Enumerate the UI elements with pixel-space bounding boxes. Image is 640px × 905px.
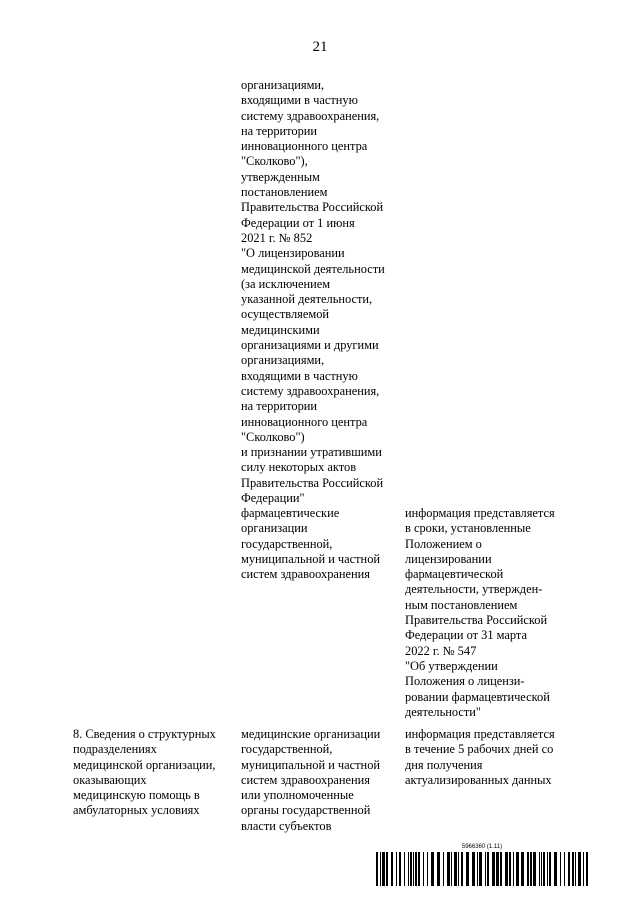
text-line: (за исключением bbox=[241, 276, 331, 291]
text-line: фармацевтические bbox=[241, 506, 340, 520]
text-line: медицинские организации bbox=[241, 727, 381, 741]
text-line: систему здравоохранения, bbox=[241, 108, 380, 123]
text-line: власти субъектов bbox=[241, 818, 332, 833]
text-line: ровании фармацевтической bbox=[405, 689, 550, 704]
text-line: "О лицензировании bbox=[241, 246, 345, 261]
text-line: информация представляется bbox=[405, 506, 555, 520]
text-line: "Об утверждении bbox=[405, 658, 498, 673]
text-line: входящими в частную bbox=[241, 93, 358, 108]
text-line: фармацевтической bbox=[405, 567, 504, 582]
text-line: организации bbox=[241, 521, 308, 536]
text-line: инновационного центра bbox=[241, 139, 368, 154]
text-line: медицинской деятельности bbox=[241, 261, 385, 276]
text-line: Федерации" bbox=[241, 491, 305, 506]
barcode-icon bbox=[376, 852, 588, 886]
text-line: органы государственной bbox=[241, 803, 371, 818]
text-line: деятельности, утвержден- bbox=[405, 582, 543, 597]
text-line: указанной деятельности, bbox=[241, 292, 373, 307]
row-8-column-2 bbox=[241, 727, 380, 834]
text-line: или уполномоченные bbox=[241, 788, 354, 803]
pharma-column-3 bbox=[405, 506, 555, 720]
text-line: Положением о bbox=[405, 536, 482, 551]
text-line: Правительства Российской bbox=[241, 200, 384, 215]
text-line: входящими в частную bbox=[241, 368, 358, 383]
text-line: Правительства Российской bbox=[405, 613, 548, 628]
text-line: Правительства Российской bbox=[241, 475, 384, 490]
text-line: на территории bbox=[241, 399, 318, 414]
text-line: медицинскую помощь в bbox=[73, 788, 200, 803]
text-line: 2022 г. № 547 bbox=[405, 643, 477, 658]
pharma-column-2 bbox=[241, 506, 380, 582]
text-line: утвержденным bbox=[241, 169, 320, 184]
text-line: систему здравоохранения, bbox=[241, 383, 380, 398]
text-line: организациями, bbox=[241, 353, 325, 368]
text-line: силу некоторых актов bbox=[241, 460, 357, 475]
text-line: медицинской организации, bbox=[73, 757, 216, 772]
text-line: осуществляемой bbox=[241, 307, 330, 322]
text-line: 2021 г. № 852 bbox=[241, 230, 313, 245]
text-line: муниципальной и частной bbox=[241, 551, 381, 566]
text-line: систем здравоохранения bbox=[241, 772, 370, 787]
text-line: постановлением bbox=[241, 185, 328, 200]
text-line: "Сколково"), bbox=[241, 154, 308, 169]
text-line: Федерации от 1 июня bbox=[241, 215, 355, 230]
text-line: в течение 5 рабочих дней со bbox=[405, 742, 554, 757]
text-line: информация представляется bbox=[405, 727, 555, 741]
text-line: государственной, bbox=[241, 536, 333, 551]
text-line: дня получения bbox=[405, 757, 483, 772]
text-line: 8. Сведения о структурных bbox=[73, 727, 216, 741]
text-line: муниципальной и частной bbox=[241, 757, 381, 772]
text-line: актуализированных данных bbox=[405, 772, 552, 787]
text-line: оказывающих bbox=[73, 772, 147, 787]
text-line: "Сколково") bbox=[241, 429, 305, 444]
text-line: подразделениях bbox=[73, 742, 157, 757]
text-line: организациями, bbox=[241, 78, 325, 92]
text-line: лицензировании bbox=[405, 551, 492, 566]
text-line: в сроки, установленные bbox=[405, 521, 531, 536]
text-line: систем здравоохранения bbox=[241, 567, 370, 582]
text-line: Положения о лицензи- bbox=[405, 674, 525, 689]
document-barcode bbox=[376, 843, 588, 887]
text-line: амбулаторных условиях bbox=[73, 803, 200, 818]
row-8-column-3 bbox=[405, 727, 555, 788]
text-line: Федерации от 31 марта bbox=[405, 628, 528, 643]
barcode-caption: 5966360 (1.11) bbox=[461, 844, 503, 850]
text-line: деятельности" bbox=[405, 704, 481, 719]
text-line: на территории bbox=[241, 123, 318, 138]
text-line: государственной, bbox=[241, 742, 333, 757]
continuation-column-2 bbox=[241, 78, 385, 506]
page-number: 21 bbox=[312, 39, 328, 55]
text-line: медицинскими bbox=[241, 322, 320, 337]
text-line: организациями и другими bbox=[241, 338, 379, 353]
text-line: инновационного центра bbox=[241, 414, 368, 429]
text-line: и признании утратившими bbox=[241, 445, 382, 460]
text-line: ным постановлением bbox=[405, 597, 518, 612]
row-8-column-1 bbox=[73, 727, 216, 819]
